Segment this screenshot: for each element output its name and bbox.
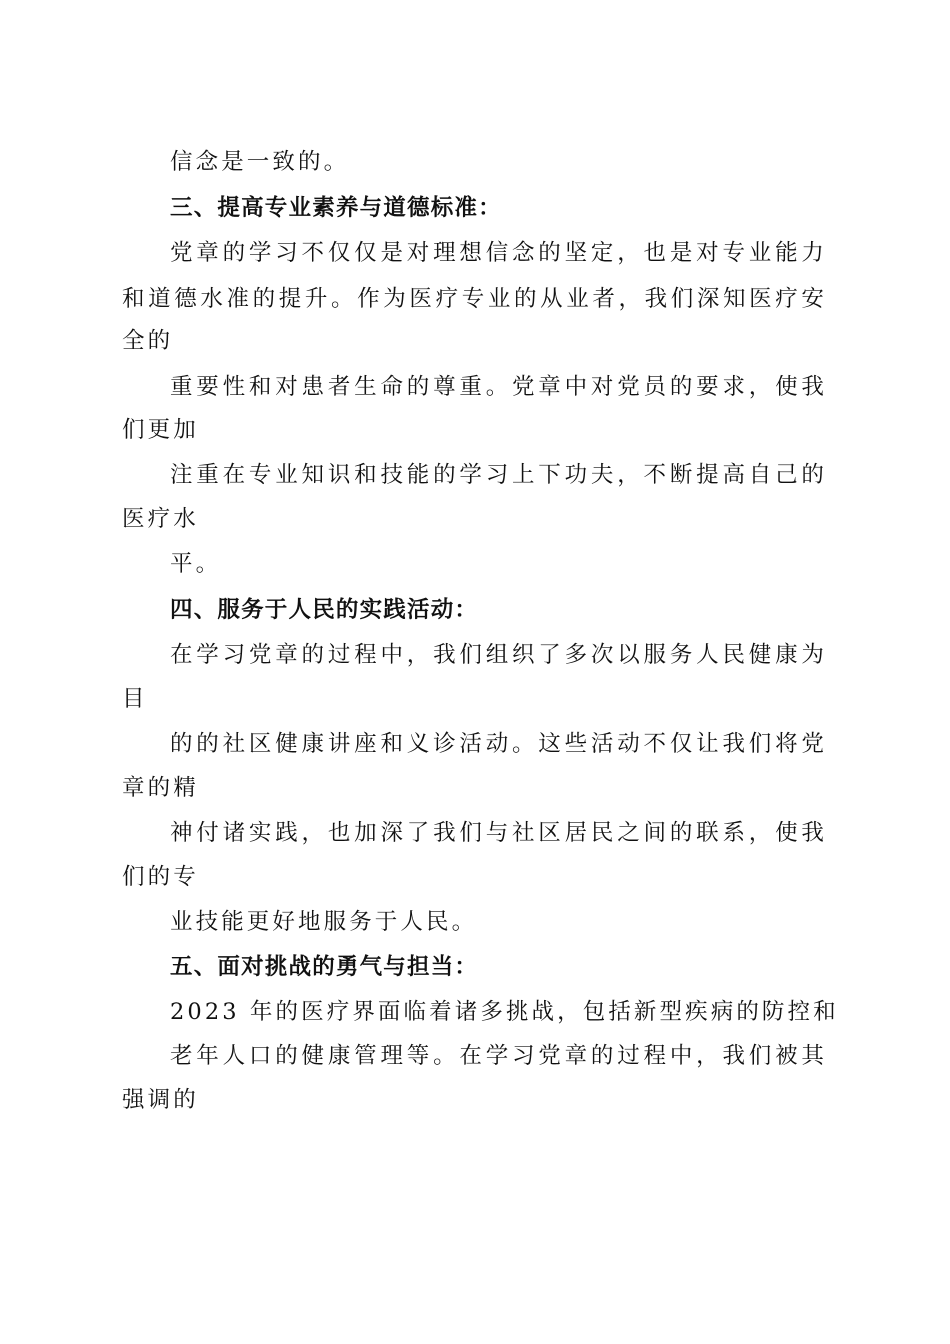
section-heading-5: 五、面对挑战的勇气与担当： bbox=[170, 954, 479, 980]
paragraph-line: 业技能更好地服务于人民。 bbox=[170, 909, 478, 935]
paragraph-line: 目 bbox=[122, 686, 148, 712]
paragraph-line: 章的精 bbox=[122, 775, 199, 801]
paragraph-line: 全的 bbox=[122, 328, 174, 354]
section-heading-4: 四、服务于人民的实践活动： bbox=[170, 597, 479, 623]
paragraph-line: 神付诸实践，也加深了我们与社区居民之间的联系，使我 bbox=[170, 820, 827, 846]
paragraph-line: 强调的 bbox=[122, 1087, 199, 1113]
section-heading-3: 三、提高专业素养与道德标准： bbox=[170, 195, 502, 221]
paragraph-line: 重要性和对患者生命的尊重。党章中对党员的要求，使我 bbox=[170, 374, 827, 400]
paragraph-line: 和道德水准的提升。作为医疗专业的从业者，我们深知医疗安 bbox=[122, 286, 827, 312]
paragraph-line: 们的专 bbox=[122, 864, 199, 890]
paragraph-line: 的的社区健康讲座和义诊活动。这些活动不仅让我们将党 bbox=[170, 731, 827, 757]
paragraph-line: 信念是一致的。 bbox=[170, 149, 350, 175]
paragraph-line: 注重在专业知识和技能的学习上下功夫，不断提高自己的 bbox=[170, 462, 827, 488]
paragraph-line: 老年人口的健康管理等。在学习党章的过程中，我们被其 bbox=[170, 1043, 827, 1069]
paragraph-line: 在学习党章的过程中，我们组织了多次以服务人民健康为 bbox=[170, 642, 827, 668]
paragraph-line: 2023 年的医疗界面临着诸多挑战，包括新型疾病的防控和 bbox=[170, 999, 839, 1025]
paragraph-line: 平。 bbox=[170, 551, 222, 577]
paragraph-line: 们更加 bbox=[122, 417, 199, 443]
paragraph-line: 党章的学习不仅仅是对理想信念的坚定，也是对专业能力 bbox=[170, 240, 827, 266]
paragraph-line: 医疗水 bbox=[122, 506, 199, 532]
